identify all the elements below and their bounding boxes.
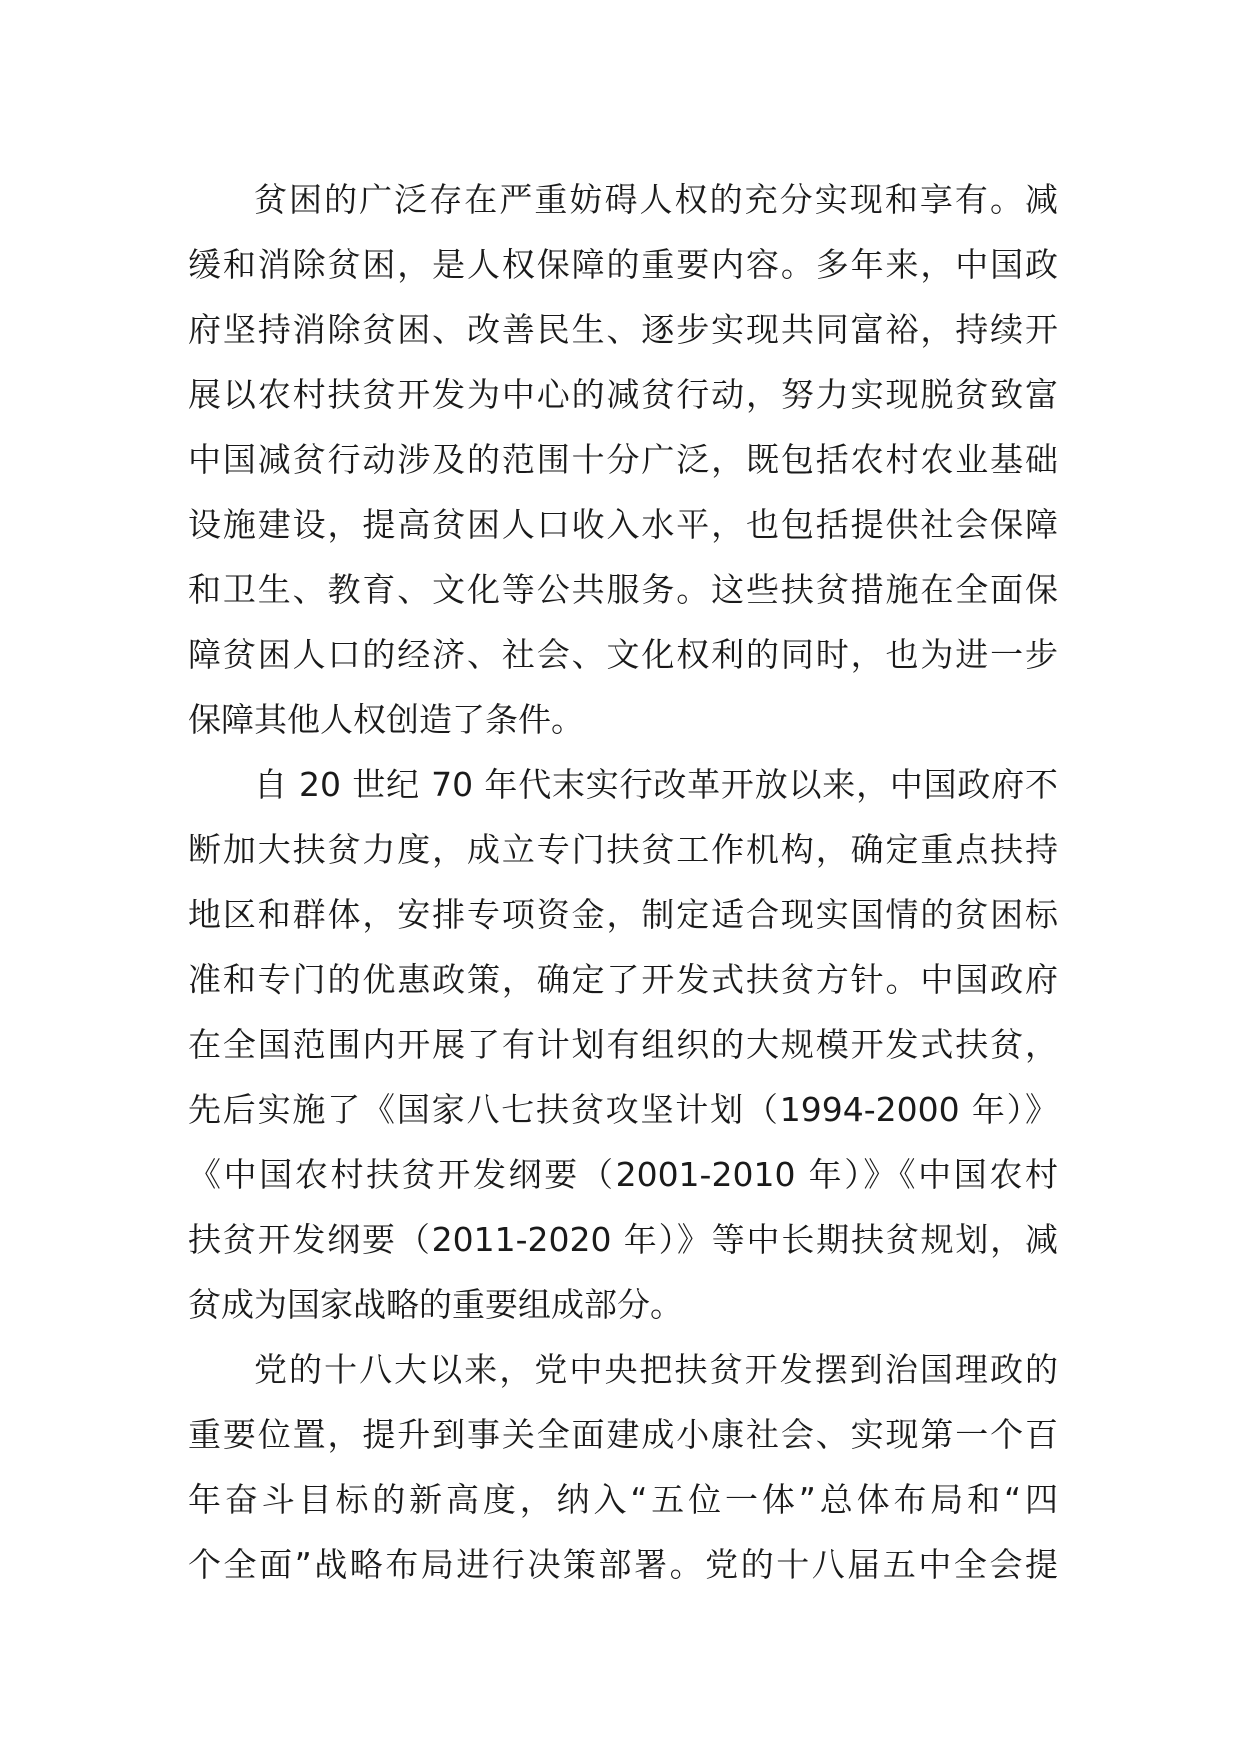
text-line: 《中国农村扶贫开发纲要（2001-2010 年）》《中国农村 bbox=[188, 1155, 1058, 1194]
text-line: 年奋斗目标的新高度，纳入“五位一体”总体布局和“四 bbox=[188, 1480, 1058, 1519]
text-line: 在全国范围内开展了有计划有组织的大规模开发式扶贫， bbox=[188, 1025, 1058, 1064]
text-line: 缓和消除贫困，是人权保障的重要内容。多年来，中国政 bbox=[188, 245, 1058, 284]
text-line: 重要位置，提升到事关全面建成小康社会、实现第一个百 bbox=[188, 1415, 1058, 1454]
text-line: 先后实施了《国家八七扶贫攻坚计划（1994-2000 年）》 bbox=[188, 1090, 1058, 1129]
text-line: 展以农村扶贫开发为中心的减贫行动，努力实现脱贫致富 bbox=[188, 375, 1058, 414]
text-line: 地区和群体，安排专项资金，制定适合现实国情的贫困标 bbox=[188, 895, 1058, 934]
text-line: 保障其他人权创造了条件。 bbox=[188, 700, 584, 739]
text-line: 贫成为国家战略的重要组成部分。 bbox=[188, 1285, 683, 1324]
text-line: 障贫困人口的经济、社会、文化权利的同时，也为进一步 bbox=[188, 635, 1058, 674]
body-text bbox=[188, 167, 1058, 1597]
text-line: 中国减贫行动涉及的范围十分广泛，既包括农村农业基础 bbox=[188, 440, 1058, 479]
text-line: 府坚持消除贫困、改善民生、逐步实现共同富裕，持续开 bbox=[188, 310, 1058, 349]
text-line: 个全面”战略布局进行决策部署。党的十八届五中全会提 bbox=[188, 1545, 1058, 1584]
text-line: 设施建设，提高贫困人口收入水平，也包括提供社会保障 bbox=[188, 505, 1058, 544]
text-line: 贫困的广泛存在严重妨碍人权的充分实现和享有。减 bbox=[254, 180, 1058, 219]
text-line: 扶贫开发纲要（2011-2020 年）》等中长期扶贫规划，减 bbox=[188, 1220, 1058, 1259]
text-line: 和卫生、教育、文化等公共服务。这些扶贫措施在全面保 bbox=[188, 570, 1058, 609]
text-line: 自 20 世纪 70 年代末实行改革开放以来，中国政府不 bbox=[254, 765, 1058, 804]
text-line: 党的十八大以来，党中央把扶贫开发摆到治国理政的 bbox=[254, 1350, 1058, 1389]
text-line: 准和专门的优惠政策，确定了开发式扶贫方针。中国政府 bbox=[188, 960, 1058, 999]
text-line: 断加大扶贫力度，成立专门扶贫工作机构，确定重点扶持 bbox=[188, 830, 1058, 869]
